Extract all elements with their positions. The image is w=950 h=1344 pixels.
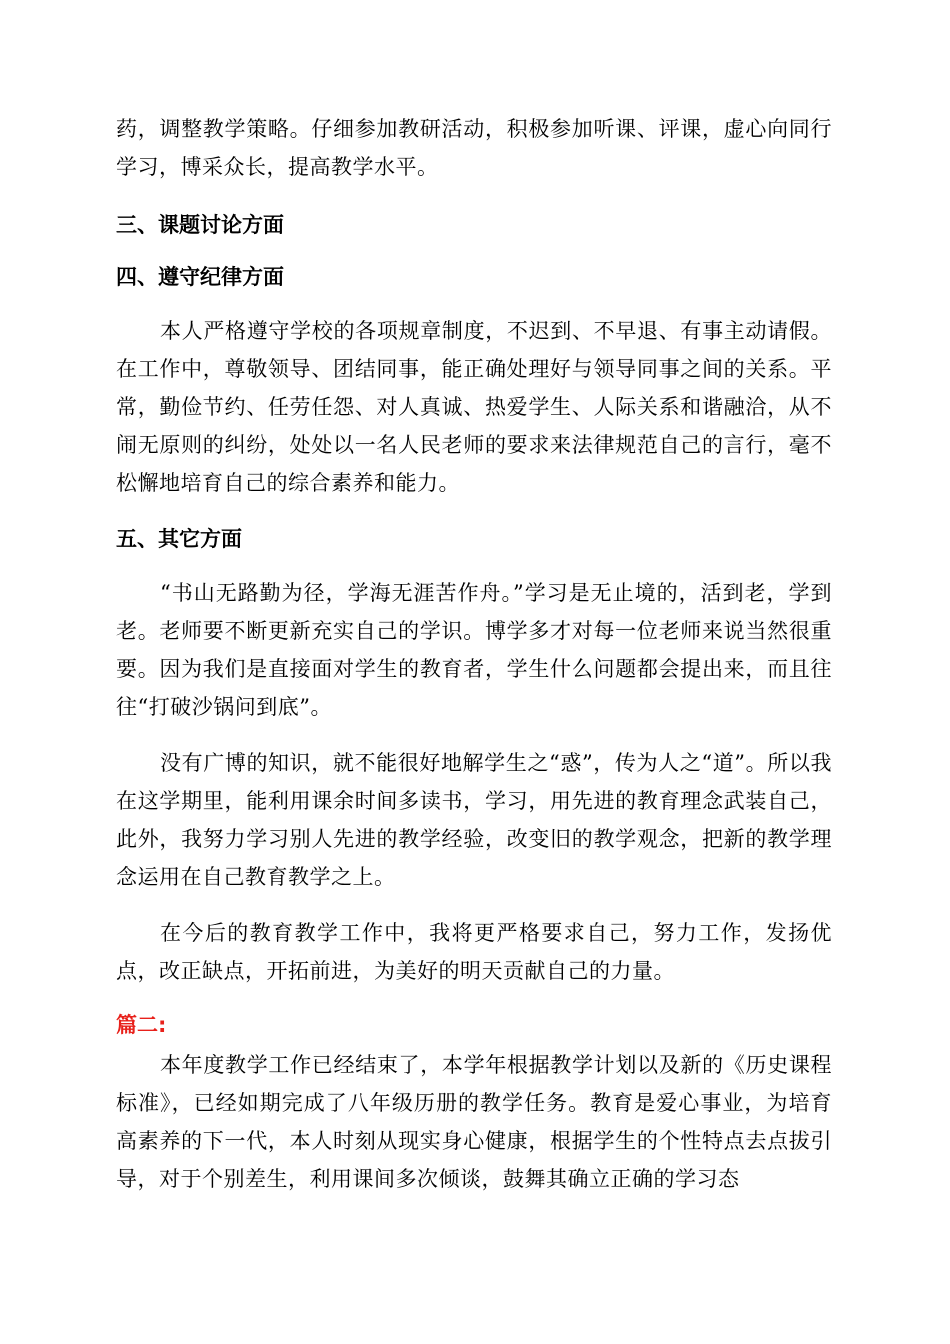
heading-research-topic: 三、课题讨论方面 (116, 213, 284, 237)
part-two-heading: 篇二: (116, 1013, 167, 1037)
paragraph-annual-teaching: 本年度教学工作已经结束了，本学年根据教学计划以及新的《历史课程标准》，已经如期完成了八年级历册的教学任务。教育是爱心事业，为培育高素养的下一代，本人时刻从现实身心健康，根据学生的个性特点去点拔引导，对于个别差生，利用课间多次倾谈，鼓舞其确立正确的学习态 (116, 1053, 832, 1191)
paragraph-discipline: 本人严格遵守学校的各项规章制度，不迟到、不早退、有事主动请假。在工作中，尊敬领导、团结同事，能正确处理好与领导同事之间的关系。平常，勤俭节约、任劳任怨、对人真诚、热爱学生、人际关系和谐融洽，从不闹无原则的纠纷，处处以一名人民老师的要求来法律规范自己的言行，毫不松懈地培育自己的综合素养和能力。 (116, 319, 832, 495)
paragraph-learning: “书山无路勤为径，学海无涯苦作舟。”学习是无止境的，活到老，学到老。老师要不断更新充实自己的学识。博学多才对每一位老师来说当然很重要。因为我们是直接面对学生的教育者，学生什么问题都会提出来，而且往往“打破沙锅问到底”。 (116, 581, 832, 719)
paragraph-teaching-strategy: 药，调整教学策略。仔细参加教研活动，积极参加听课、评课，虚心向同行学习，博采众长，提高教学水平。 (116, 117, 832, 179)
paragraph-future-work: 在今后的教育教学工作中，我将更严格要求自己，努力工作，发扬优点，改正缺点，开拓前进，为美好的明天贡献自己的力量。 (116, 921, 832, 983)
heading-discipline: 四、遵守纪律方面 (116, 265, 284, 289)
document-page (116, 110, 832, 1198)
paragraph-knowledge: 没有广博的知识，就不能很好地解学生之“惑”，传为人之“道”。所以我在这学期里，能利用课余时间多读书，学习，用先进的教育理念武装自己，此外，我努力学习别人先进的教学经验，改变旧的教学观念，把新的教学理念运用在自己教育教学之上。 (116, 751, 832, 889)
heading-other-aspects: 五、其它方面 (116, 527, 242, 551)
